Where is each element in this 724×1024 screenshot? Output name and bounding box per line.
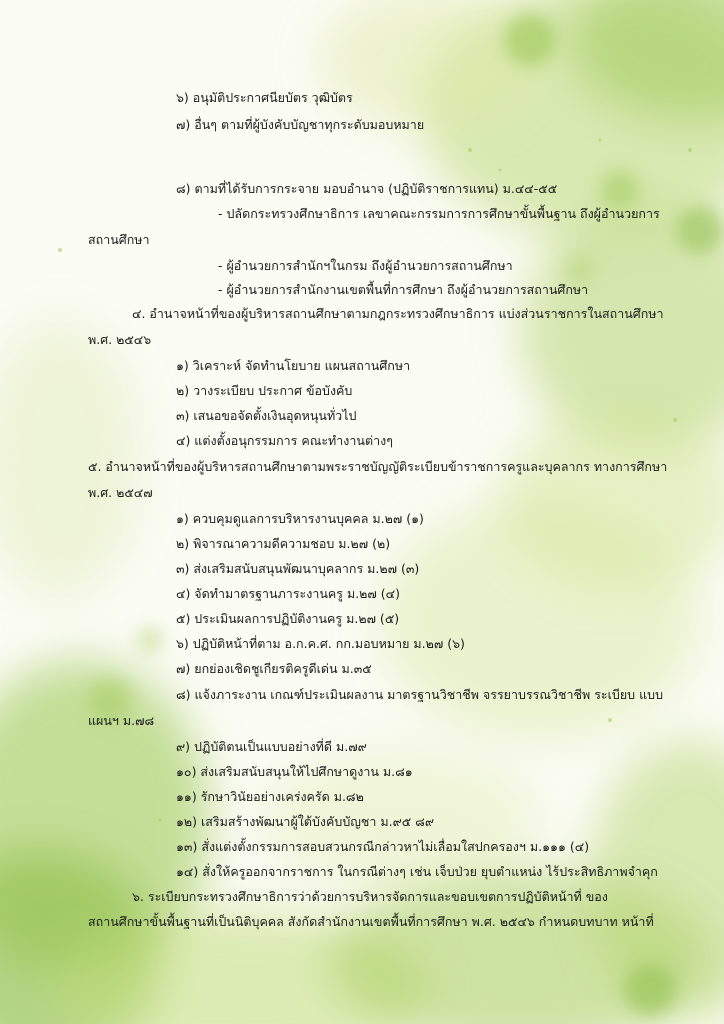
section-5-year: พ.ศ. ๒๕๔๗ [88,485,153,500]
line-approve-certificates: ๖) อนุมัติประกาศนียบัตร วุฒิบัตร [176,90,353,105]
section-5-item-12: ๑๒) เสริมสร้างพัฒนาผู้ใต้บังคับบัญชา ม.๙๕ ๘๙ [176,814,434,829]
section-5-item-4: ๔) จัดทำมาตรฐานภาระงานครู ม.๒๗ (๔) [176,586,401,601]
section-6-heading-continued: สถานศึกษาขั้นพื้นฐานที่เป็นนิติบุคคล สังกัดสำนักงานเขตพื้นที่การศึกษา พ.ศ. ๒๕๔๖ กำหนดบทบาท หน้าที่ [88,914,654,929]
section-4-item-2: ๒) วางระเบียบ ประกาศ ข้อบังคับ [176,383,353,398]
section-4-heading: ๔. อำนาจหน้าที่ของผู้บริหารสถานศึกษาตามกฎกระทรวงศึกษาธิการ แบ่งส่วนราชการในสถานศึกษา [132,306,664,321]
section-5-item-13: ๑๓) สั่งแต่งตั้งกรรมการสอบสวนกรณีกล่าวหาไม่เลื่อมใสปกครองฯ ม.๑๑๑ (๔) [176,839,590,854]
section-5-item-8-continued: แผนฯ ม.๗๘ [88,713,155,728]
section-5-item-11: ๑๑) รักษาวินัยอย่างเคร่งครัด ม.๘๒ [176,789,364,804]
section-6-heading: ๖. ระเบียบกระทรวงศึกษาธิการว่าด้วยการบริหารจัดการและขอบเขตการปฏิบัติหน้าที่ ของ [132,889,608,904]
section-5-item-1: ๑) ควบคุมดูแลการบริหารงานบุคคล ม.๒๗ (๑) [176,511,424,526]
line-delegation-continued: สถานศึกษา [88,232,150,247]
line-delegation-area-director: - ผู้อำนวยการสำนักงานเขตพื้นที่การศึกษา ถึงผู้อำนวยการสถานศึกษา [218,282,589,297]
section-5-item-2: ๒) พิจารณาความดีความชอบ ม.๒๗ (๒) [176,536,391,551]
line-delegated-authority: ๘) ตามที่ได้รับการกระจาย มอบอำนาจ (ปฏิบัติราชการแทน) ม.๔๔-๕๕ [176,181,558,196]
section-4-year: พ.ศ. ๒๕๔๖ [88,332,152,347]
line-delegation-permanent-secretary: - ปลัดกระทรวงศึกษาธิการ เลขาคณะกรรมการการศึกษาขั้นพื้นฐาน ถึงผู้อำนวยการ [218,206,660,221]
section-5-item-9: ๙) ปฏิบัติตนเป็นแบบอย่างที่ดี ม.๗๙ [176,739,367,754]
line-delegation-bureau-director: - ผู้อำนวยการสำนักฯในกรม ถึงผู้อำนวยการสถานศึกษา [218,258,513,273]
section-5-item-6: ๖) ปฏิบัติหน้าที่ตาม อ.ก.ค.ศ. กก.มอบหมาย ม.๒๗ (๖) [176,636,465,651]
section-4-item-4: ๔) แต่งตั้งอนุกรรมการ คณะทำงานต่างๆ [176,433,393,448]
section-4-item-1: ๑) วิเคราะห์ จัดทำนโยบาย แผนสถานศึกษา [176,358,411,373]
section-5-item-3: ๓) ส่งเสริมสนับสนุนพัฒนาบุคลากร ม.๒๗ (๓) [176,561,420,576]
line-other-duties: ๗) อื่นๆ ตามที่ผู้บังคับบัญชาทุกระดับมอบหมาย [176,117,425,132]
section-5-item-7: ๗) ยกย่องเชิดชูเกียรติครูดีเด่น ม.๓๕ [176,661,372,676]
section-5-item-14: ๑๔) สั่งให้ครูออกจากราชการ ในกรณีต่างๆ เช่น เจ็บป่วย ยุบตำแหน่ง ไร้ประสิทธิภาพจำคุก [176,864,658,879]
section-5-heading: ๕. อำนาจหน้าที่ของผู้บริหารสถานศึกษาตามพระราชบัญญัติระเบียบข้าราชการครูและบุคลากร ทางการศึกษา [88,459,668,474]
section-5-item-5: ๕) ประเมินผลการปฏิบัติงานครู ม.๒๗ (๕) [176,611,400,626]
section-4-item-3: ๓) เสนอขอจัดตั้งเงินอุดหนุนทั่วไป [176,408,357,423]
section-5-item-8: ๘) แจ้งภาระงาน เกณฑ์ประเมินผลงาน มาตรฐานวิชาชีพ จรรยาบรรณวิชาชีพ ระเบียบ แบบ [176,687,663,702]
section-5-item-10: ๑๐) ส่งเสริมสนับสนุนให้ไปศึกษาดูงาน ม.๘๑ [176,764,413,779]
